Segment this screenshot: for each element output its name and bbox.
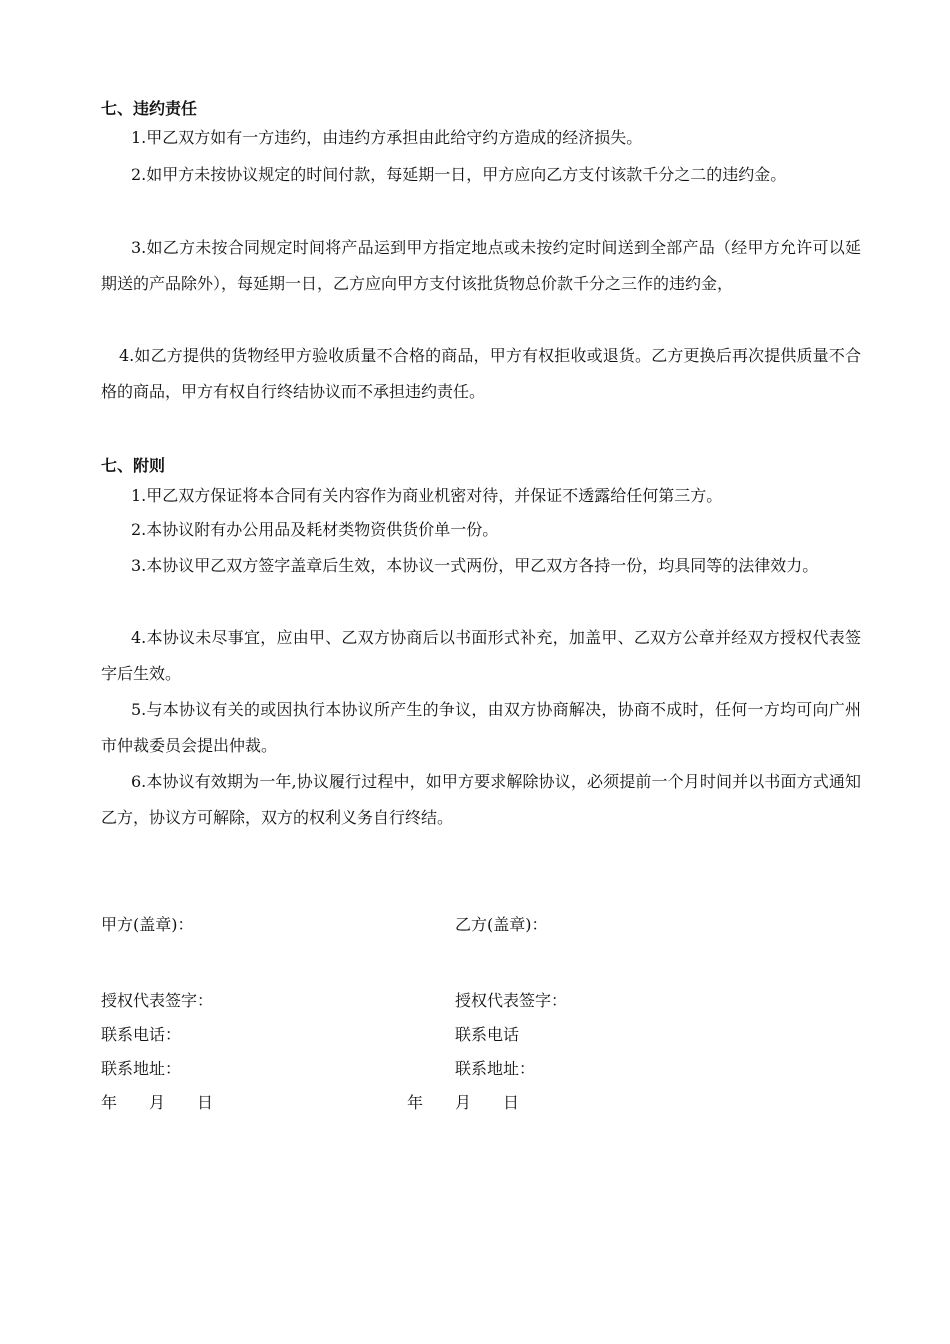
breach-clause-4	[101, 338, 861, 410]
party-a-date-label: 年 月 日	[101, 1093, 214, 1112]
party-b-date-label: 年 月 日	[407, 1093, 520, 1112]
supplementary-clause-3-text: 3.本协议甲乙双方签字盖章后生效，本协议一式两份，甲乙双方各持一份，均具同等的法律效力。	[131, 556, 819, 575]
supplementary-clause-2	[101, 512, 861, 548]
supplementary-clause-5	[101, 692, 861, 764]
party-b-phone-label: 联系电话	[455, 1025, 520, 1044]
supplementary-clause-3	[101, 548, 861, 584]
party-b-address-label: 联系地址：	[455, 1059, 536, 1078]
party-a-address-label: 联系地址：	[101, 1059, 182, 1078]
breach-clause-1-text: 1.甲乙双方如有一方违约，由违约方承担由此给守约方造成的经济损失。	[131, 128, 643, 147]
breach-clause-1	[101, 120, 861, 156]
party-a-rep-label: 授权代表签字：	[101, 991, 214, 1010]
supplementary-clause-6	[101, 764, 861, 836]
supplementary-clause-5-text: 5.与本协议有关的或因执行本协议所产生的争议，由双方协商解决，协商不成时，任何一方均可向广州市仲裁委员会提出仲裁。	[101, 700, 861, 755]
breach-clause-3	[101, 230, 861, 302]
supplementary-clause-1	[101, 478, 861, 514]
supplementary-clause-6-text: 6.本协议有效期为一年,协议履行过程中，如甲方要求解除协议，必须提前一个月时间并以书面方式通知乙方，协议方可解除，双方的权利义务自行终结。	[101, 772, 861, 827]
party-a-seal-label: 甲方(盖章)：	[101, 915, 194, 934]
party-b-rep-label: 授权代表签字：	[455, 991, 568, 1010]
breach-clause-3-text: 3.如乙方未按合同规定时间将产品运到甲方指定地点或未按约定时间送到全部产品（经甲方允许可以延期送的产品除外），每延期一日，乙方应向甲方支付该批货物总价款千分之三作的违约金，	[101, 238, 861, 293]
supplementary-clause-4	[101, 620, 861, 692]
supplementary-clause-4-text: 4.本协议未尽事宜，应由甲、乙双方协商后以书面形式补充，加盖甲、乙双方公章并经双方授权代表签字后生效。	[101, 628, 861, 683]
party-b-seal-label: 乙方(盖章)：	[455, 915, 548, 934]
party-a-phone-label: 联系电话：	[101, 1025, 182, 1044]
supplementary-clause-2-text: 2.本协议附有办公用品及耗材类物资供货价单一份。	[131, 520, 499, 539]
breach-clause-2-text: 2.如甲方未按协议规定的时间付款，每延期一日，甲方应向乙方支付该款千分之二的违约金。	[131, 165, 787, 184]
breach-clause-4-text: 4.如乙方提供的货物经甲方验收质量不合格的商品，甲方有权拒收或退货。乙方更换后再次提供质量不合格的商品，甲方有权自行终结协议而不承担违约责任。	[101, 346, 861, 401]
supplementary-clause-1-text: 1.甲乙双方保证将本合同有关内容作为商业机密对待，并保证不透露给任何第三方。	[131, 486, 723, 505]
breach-clause-2	[101, 157, 861, 193]
section-heading-breach: 七、违约责任	[101, 99, 198, 118]
section-heading-supplementary: 七、附则	[101, 456, 166, 475]
